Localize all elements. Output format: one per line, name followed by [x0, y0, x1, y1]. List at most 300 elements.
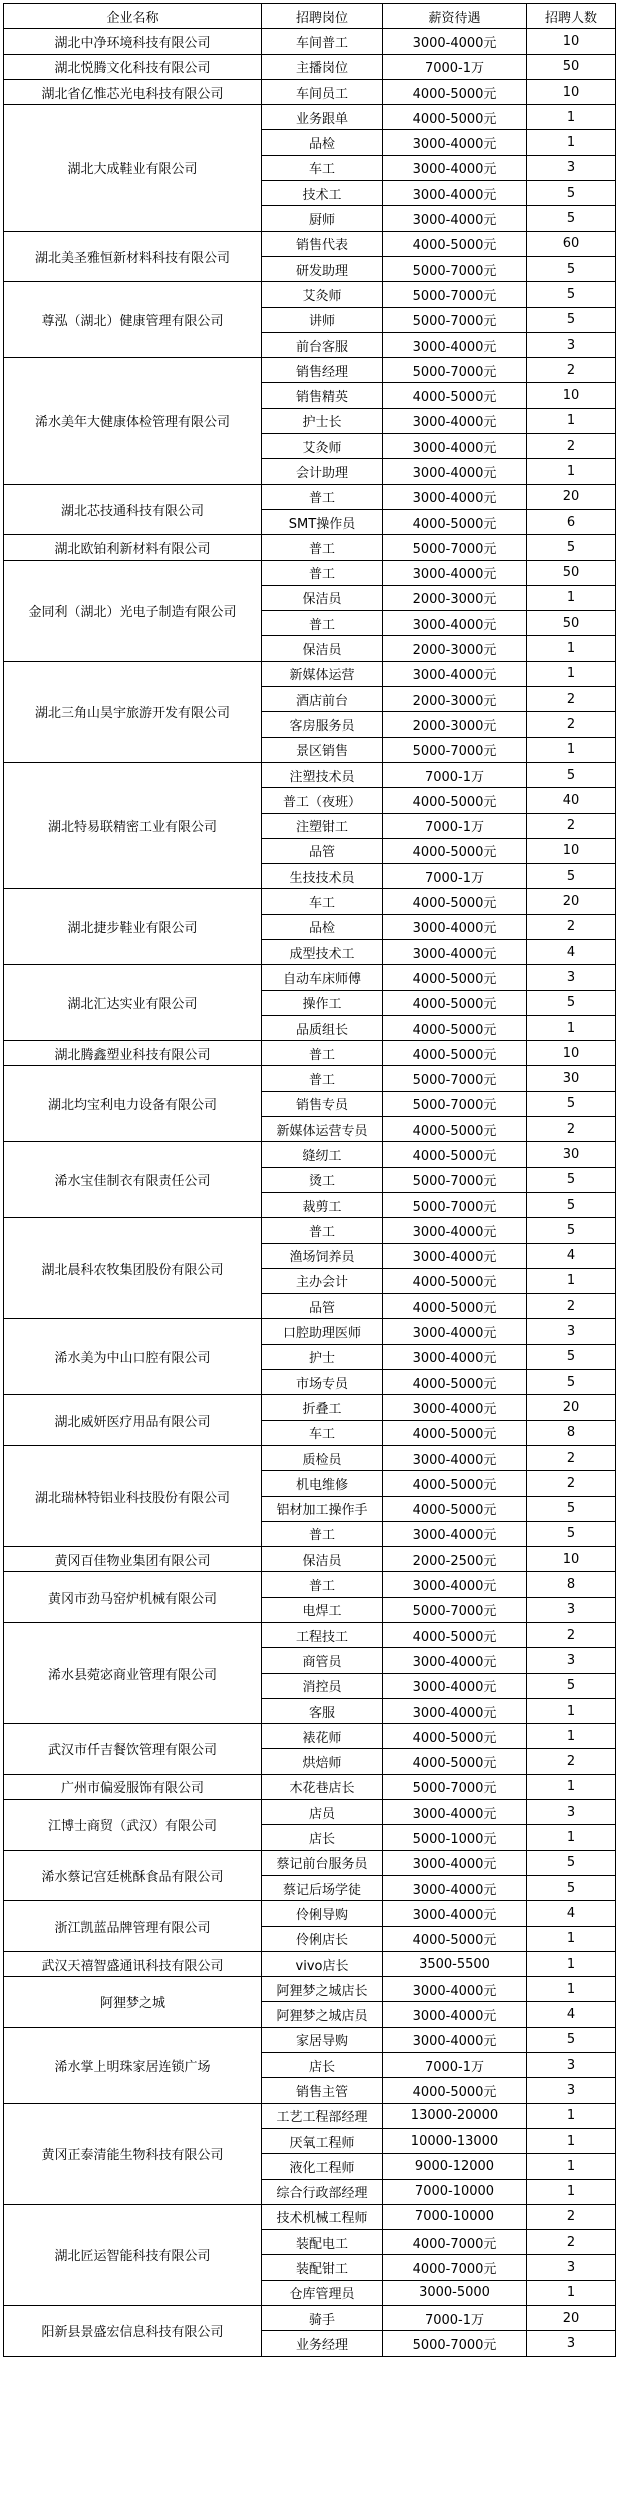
position-cell: 伶俐导购 [262, 1901, 383, 1926]
count-cell: 3 [527, 1800, 616, 1825]
count-cell: 10 [527, 1041, 616, 1066]
position-cell: 客房服务员 [262, 712, 383, 737]
company-name-cell: 黄冈市劲马窑炉机械有限公司 [4, 1572, 262, 1623]
position-cell: vivo店长 [262, 1951, 383, 1976]
count-cell: 2 [527, 1294, 616, 1319]
header-row [4, 4, 616, 29]
salary-cell: 4000-7000元 [383, 2255, 527, 2280]
count-cell: 5 [527, 206, 616, 231]
count-cell: 5 [527, 307, 616, 332]
position-cell: 销售经理 [262, 358, 383, 383]
table-row [4, 889, 616, 914]
count-cell: 5 [527, 1370, 616, 1395]
company-name-cell: 武汉市仟吉餐饮管理有限公司 [4, 1724, 262, 1775]
salary-cell: 3000-4000元 [383, 1875, 527, 1900]
count-cell: 5 [527, 762, 616, 787]
salary-cell: 3000-4000元 [383, 1977, 527, 2002]
salary-cell: 4000-5000元 [383, 788, 527, 813]
table-row [4, 1623, 616, 1648]
salary-cell: 3000-4000元 [383, 1243, 527, 1268]
salary-cell: 5000-7000元 [383, 1091, 527, 1116]
position-cell: 景区销售 [262, 737, 383, 762]
count-cell: 1 [527, 737, 616, 762]
position-cell: 消控员 [262, 1673, 383, 1698]
count-cell: 1 [527, 1015, 616, 1040]
position-cell: 店员 [262, 1800, 383, 1825]
count-cell: 3 [527, 965, 616, 990]
position-cell: 仓库管理员 [262, 2280, 383, 2305]
count-cell: 10 [527, 29, 616, 54]
table-row [4, 1951, 616, 1976]
position-cell: 客服 [262, 1698, 383, 1723]
count-cell: 1 [527, 1926, 616, 1951]
count-cell: 5 [527, 864, 616, 889]
count-cell: 6 [527, 509, 616, 534]
position-cell: 厨师 [262, 206, 383, 231]
salary-cell: 4000-5000元 [383, 1724, 527, 1749]
position-cell: 主播岗位 [262, 54, 383, 79]
count-cell: 2 [527, 1623, 616, 1648]
count-cell: 1 [527, 2128, 616, 2153]
table-row [4, 29, 616, 54]
salary-cell: 4000-5000元 [383, 1268, 527, 1293]
salary-cell: 5000-7000元 [383, 358, 527, 383]
position-cell: 普工（夜班） [262, 788, 383, 813]
position-cell: 会计助理 [262, 459, 383, 484]
table-row [4, 2306, 616, 2331]
salary-cell: 7000-1万 [383, 2306, 527, 2331]
salary-cell: 5000-7000元 [383, 535, 527, 560]
salary-cell: 3000-4000元 [383, 560, 527, 585]
salary-cell: 4000-5000元 [383, 990, 527, 1015]
position-cell: 车间普工 [262, 29, 383, 54]
salary-cell: 2000-3000元 [383, 712, 527, 737]
count-cell: 5 [527, 1192, 616, 1217]
position-cell: 自动车床师傅 [262, 965, 383, 990]
count-cell: 2 [527, 1117, 616, 1142]
count-cell: 4 [527, 2002, 616, 2027]
table-row [4, 1572, 616, 1597]
position-cell: 车工 [262, 889, 383, 914]
position-cell: 店长 [262, 1825, 383, 1850]
salary-cell: 4000-5000元 [383, 105, 527, 130]
position-cell: 折叠工 [262, 1395, 383, 1420]
position-cell: 骑手 [262, 2306, 383, 2331]
salary-cell: 3000-4000元 [383, 914, 527, 939]
table-row [4, 358, 616, 383]
count-cell: 1 [527, 2280, 616, 2305]
position-cell: 销售主管 [262, 2078, 383, 2103]
table-row [4, 1445, 616, 1470]
position-cell: 普工 [262, 611, 383, 636]
position-cell: 销售代表 [262, 231, 383, 256]
count-cell: 2 [527, 434, 616, 459]
count-cell: 1 [527, 1977, 616, 2002]
position-cell: 普工 [262, 1572, 383, 1597]
salary-cell: 4000-5000元 [383, 1623, 527, 1648]
position-cell: 护士 [262, 1344, 383, 1369]
position-cell: 店长 [262, 2053, 383, 2078]
salary-cell: 7000-1万 [383, 54, 527, 79]
count-cell: 20 [527, 2306, 616, 2331]
count-cell: 1 [527, 585, 616, 610]
position-cell: 车间员工 [262, 79, 383, 104]
table-row [4, 1977, 616, 2002]
company-name-cell: 浠水掌上明珠家居连锁广场 [4, 2027, 262, 2103]
company-name-cell: 浠水美为中山口腔有限公司 [4, 1319, 262, 1395]
position-cell: 家居导购 [262, 2027, 383, 2052]
table-row [4, 231, 616, 256]
count-cell: 5 [527, 1167, 616, 1192]
count-cell: 2 [527, 1749, 616, 1774]
position-cell: 普工 [262, 484, 383, 509]
salary-cell: 3000-4000元 [383, 611, 527, 636]
company-name-cell: 湖北汇达实业有限公司 [4, 965, 262, 1041]
position-cell: SMT操作员 [262, 509, 383, 534]
count-cell: 30 [527, 1066, 616, 1091]
company-name-cell: 湖北瑞林特铝业科技股份有限公司 [4, 1445, 262, 1546]
salary-cell: 5000-1000元 [383, 1825, 527, 1850]
table-row [4, 1066, 616, 1091]
count-cell: 5 [527, 1850, 616, 1875]
position-cell: 业务跟单 [262, 105, 383, 130]
count-cell: 1 [527, 459, 616, 484]
count-cell: 10 [527, 838, 616, 863]
count-cell: 1 [527, 1724, 616, 1749]
salary-cell: 2000-3000元 [383, 687, 527, 712]
salary-cell: 3000-4000元 [383, 939, 527, 964]
salary-cell: 4000-5000元 [383, 1015, 527, 1040]
count-cell: 3 [527, 2053, 616, 2078]
count-cell: 50 [527, 560, 616, 585]
position-cell: 新媒体运营专员 [262, 1117, 383, 1142]
table-row [4, 1724, 616, 1749]
salary-cell: 3000-4000元 [383, 130, 527, 155]
count-cell: 1 [527, 1268, 616, 1293]
salary-cell: 2000-3000元 [383, 585, 527, 610]
company-name-cell: 湖北省亿惟芯光电科技有限公司 [4, 79, 262, 104]
count-cell: 3 [527, 155, 616, 180]
company-name-cell: 江博士商贸（武汉）有限公司 [4, 1800, 262, 1851]
count-cell: 5 [527, 1091, 616, 1116]
position-cell: 注塑钳工 [262, 813, 383, 838]
company-name-cell: 武汉天禧智盛通讯科技有限公司 [4, 1951, 262, 1976]
table-row [4, 105, 616, 130]
count-cell: 1 [527, 1951, 616, 1976]
company-name-cell: 尊泓（湖北）健康管理有限公司 [4, 282, 262, 358]
table-row [4, 1800, 616, 1825]
count-cell: 3 [527, 1597, 616, 1622]
salary-cell: 3000-4000元 [383, 2027, 527, 2052]
salary-cell: 5000-7000元 [383, 1597, 527, 1622]
table-row [4, 1395, 616, 1420]
position-cell: 艾灸师 [262, 434, 383, 459]
salary-cell: 2000-3000元 [383, 636, 527, 661]
position-cell: 装配电工 [262, 2230, 383, 2255]
count-cell: 10 [527, 383, 616, 408]
count-cell: 40 [527, 788, 616, 813]
position-cell: 普工 [262, 535, 383, 560]
count-cell: 60 [527, 231, 616, 256]
table-row [4, 661, 616, 686]
count-cell: 2 [527, 2230, 616, 2255]
position-cell: 品检 [262, 130, 383, 155]
table-row [4, 79, 616, 104]
company-name-cell: 阳新县景盛宏信息科技有限公司 [4, 2306, 262, 2357]
count-cell: 20 [527, 889, 616, 914]
position-cell: 烫工 [262, 1167, 383, 1192]
position-cell: 口腔助理医师 [262, 1319, 383, 1344]
count-cell: 5 [527, 256, 616, 281]
salary-cell: 3000-4000元 [383, 1521, 527, 1546]
salary-cell: 3000-4000元 [383, 661, 527, 686]
table-row [4, 54, 616, 79]
company-name-cell: 浙江凯蓝品牌管理有限公司 [4, 1901, 262, 1952]
salary-cell: 3000-4000元 [383, 1395, 527, 1420]
count-cell: 50 [527, 54, 616, 79]
company-name-cell: 湖北三角山昊宇旅游开发有限公司 [4, 661, 262, 762]
position-cell: 注塑技术员 [262, 762, 383, 787]
position-cell: 保洁员 [262, 585, 383, 610]
salary-cell: 4000-5000元 [383, 838, 527, 863]
salary-cell: 3000-4000元 [383, 408, 527, 433]
salary-cell: 7000-1万 [383, 813, 527, 838]
company-name-cell: 湖北匠运智能科技有限公司 [4, 2204, 262, 2305]
salary-cell: 3000-4000元 [383, 1319, 527, 1344]
count-cell: 1 [527, 130, 616, 155]
salary-cell: 5000-7000元 [383, 1192, 527, 1217]
count-cell: 1 [527, 2154, 616, 2179]
company-name-cell: 浠水宝佳制衣有限责任公司 [4, 1142, 262, 1218]
table-row [4, 2204, 616, 2229]
position-cell: 艾灸师 [262, 282, 383, 307]
salary-cell: 4000-5000元 [383, 965, 527, 990]
count-cell: 1 [527, 2179, 616, 2204]
company-name-cell: 浠水县菀宓商业管理有限公司 [4, 1623, 262, 1724]
salary-cell: 5000-7000元 [383, 1774, 527, 1799]
company-name-cell: 湖北大成鞋业有限公司 [4, 105, 262, 231]
salary-cell: 4000-5000元 [383, 1117, 527, 1142]
position-cell: 市场专员 [262, 1370, 383, 1395]
table-row [4, 484, 616, 509]
salary-cell: 3000-4000元 [383, 1572, 527, 1597]
salary-cell: 3000-4000元 [383, 332, 527, 357]
count-cell: 2 [527, 358, 616, 383]
position-cell: 工程技工 [262, 1623, 383, 1648]
position-cell: 木花巷店长 [262, 1774, 383, 1799]
count-cell: 3 [527, 2255, 616, 2280]
position-cell: 销售专员 [262, 1091, 383, 1116]
company-name-cell: 阿狸梦之城 [4, 1977, 262, 2028]
position-cell: 销售精英 [262, 383, 383, 408]
count-cell: 8 [527, 1572, 616, 1597]
position-cell: 缝纫工 [262, 1142, 383, 1167]
position-cell: 研发助理 [262, 256, 383, 281]
company-name-cell: 金同利（湖北）光电子制造有限公司 [4, 560, 262, 661]
company-name-cell: 湖北美圣雅恒新材料科技有限公司 [4, 231, 262, 282]
position-cell: 技术机械工程师 [262, 2204, 383, 2229]
table-row [4, 1041, 616, 1066]
position-cell: 主办会计 [262, 1268, 383, 1293]
count-cell: 3 [527, 2078, 616, 2103]
company-name-cell: 湖北均宝利电力设备有限公司 [4, 1066, 262, 1142]
salary-cell: 5000-7000元 [383, 256, 527, 281]
position-cell: 阿狸梦之城店员 [262, 2002, 383, 2027]
salary-cell: 3000-4000元 [383, 1344, 527, 1369]
position-cell: 讲师 [262, 307, 383, 332]
count-cell: 10 [527, 79, 616, 104]
position-cell: 护士长 [262, 408, 383, 433]
count-cell: 3 [527, 2331, 616, 2356]
position-cell: 品检 [262, 914, 383, 939]
salary-cell: 3000-5000 [383, 2280, 527, 2305]
salary-cell: 3000-4000元 [383, 1850, 527, 1875]
position-cell: 机电维修 [262, 1471, 383, 1496]
count-cell: 1 [527, 661, 616, 686]
count-cell: 1 [527, 636, 616, 661]
count-cell: 3 [527, 1648, 616, 1673]
company-name-cell: 浠水美年大健康体检管理有限公司 [4, 358, 262, 484]
position-cell: 新媒体运营 [262, 661, 383, 686]
salary-cell: 7000-1万 [383, 2053, 527, 2078]
count-cell: 2 [527, 1445, 616, 1470]
salary-cell: 4000-5000元 [383, 1294, 527, 1319]
salary-cell: 13000-20000 [383, 2103, 527, 2128]
count-cell: 20 [527, 484, 616, 509]
count-cell: 5 [527, 990, 616, 1015]
header-position: 招聘岗位 [262, 4, 383, 29]
count-cell: 5 [527, 1496, 616, 1521]
salary-cell: 4000-5000元 [383, 1041, 527, 1066]
table-row [4, 1319, 616, 1344]
position-cell: 普工 [262, 1041, 383, 1066]
salary-cell: 5000-7000元 [383, 2331, 527, 2356]
salary-cell: 4000-7000元 [383, 2230, 527, 2255]
salary-cell: 3000-4000元 [383, 1800, 527, 1825]
salary-cell: 10000-13000 [383, 2128, 527, 2153]
count-cell: 1 [527, 2103, 616, 2128]
header-salary: 薪资待遇 [383, 4, 527, 29]
count-cell: 5 [527, 1673, 616, 1698]
count-cell: 5 [527, 1521, 616, 1546]
salary-cell: 5000-7000元 [383, 1066, 527, 1091]
table-row [4, 1547, 616, 1572]
salary-cell: 4000-5000元 [383, 509, 527, 534]
table-row [4, 535, 616, 560]
salary-cell: 3000-4000元 [383, 2002, 527, 2027]
table-body [4, 29, 616, 2356]
count-cell: 3 [527, 1319, 616, 1344]
position-cell: 电焊工 [262, 1597, 383, 1622]
salary-cell: 4000-5000元 [383, 231, 527, 256]
salary-cell: 3000-4000元 [383, 1218, 527, 1243]
salary-cell: 3000-4000元 [383, 1648, 527, 1673]
position-cell: 普工 [262, 1218, 383, 1243]
position-cell: 保洁员 [262, 636, 383, 661]
salary-cell: 3000-4000元 [383, 1673, 527, 1698]
count-cell: 4 [527, 1243, 616, 1268]
company-name-cell: 湖北特易联精密工业有限公司 [4, 762, 262, 888]
count-cell: 1 [527, 408, 616, 433]
salary-cell: 5000-7000元 [383, 737, 527, 762]
count-cell: 1 [527, 1825, 616, 1850]
count-cell: 5 [527, 282, 616, 307]
company-name-cell: 黄冈百佳物业集团有限公司 [4, 1547, 262, 1572]
salary-cell: 4000-5000元 [383, 1926, 527, 1951]
count-cell: 4 [527, 1901, 616, 1926]
position-cell: 车工 [262, 1420, 383, 1445]
company-name-cell: 湖北芯技通科技有限公司 [4, 484, 262, 535]
table-row [4, 1774, 616, 1799]
count-cell: 2 [527, 712, 616, 737]
salary-cell: 5000-7000元 [383, 1167, 527, 1192]
position-cell: 蔡记前台服务员 [262, 1850, 383, 1875]
count-cell: 50 [527, 611, 616, 636]
count-cell: 5 [527, 181, 616, 206]
position-cell: 综合行政部经理 [262, 2179, 383, 2204]
company-name-cell: 黄冈正泰清能生物科技有限公司 [4, 2103, 262, 2204]
salary-cell: 3500-5500 [383, 1951, 527, 1976]
recruitment-table [3, 3, 616, 2357]
salary-cell: 5000-7000元 [383, 282, 527, 307]
salary-cell: 3000-4000元 [383, 29, 527, 54]
salary-cell: 3000-4000元 [383, 1901, 527, 1926]
count-cell: 1 [527, 105, 616, 130]
position-cell: 酒店前台 [262, 687, 383, 712]
salary-cell: 7000-1万 [383, 864, 527, 889]
position-cell: 工艺工程部经理 [262, 2103, 383, 2128]
position-cell: 伶俐店长 [262, 1926, 383, 1951]
salary-cell: 3000-4000元 [383, 484, 527, 509]
position-cell: 品管 [262, 1294, 383, 1319]
salary-cell: 3000-4000元 [383, 155, 527, 180]
count-cell: 5 [527, 1875, 616, 1900]
position-cell: 阿狸梦之城店长 [262, 1977, 383, 2002]
position-cell: 厌氧工程师 [262, 2128, 383, 2153]
position-cell: 操作工 [262, 990, 383, 1015]
company-name-cell: 浠水蔡记宫廷桃酥食品有限公司 [4, 1850, 262, 1901]
salary-cell: 4000-5000元 [383, 1471, 527, 1496]
table-row [4, 1901, 616, 1926]
table-row [4, 1142, 616, 1167]
header-company: 企业名称 [4, 4, 262, 29]
company-name-cell: 湖北腾鑫塑业科技有限公司 [4, 1041, 262, 1066]
company-name-cell: 湖北晨科农牧集团股份有限公司 [4, 1218, 262, 1319]
position-cell: 渔场饲养员 [262, 1243, 383, 1268]
salary-cell: 4000-5000元 [383, 1142, 527, 1167]
table-row [4, 1850, 616, 1875]
count-cell: 3 [527, 332, 616, 357]
count-cell: 2 [527, 1471, 616, 1496]
count-cell: 2 [527, 813, 616, 838]
count-cell: 5 [527, 1218, 616, 1243]
count-cell: 5 [527, 535, 616, 560]
salary-cell: 4000-5000元 [383, 1496, 527, 1521]
count-cell: 5 [527, 2027, 616, 2052]
salary-cell: 2000-2500元 [383, 1547, 527, 1572]
company-name-cell: 广州市偏爱服饰有限公司 [4, 1774, 262, 1799]
company-name-cell: 湖北中净环境科技有限公司 [4, 29, 262, 54]
count-cell: 5 [527, 1344, 616, 1369]
salary-cell: 3000-4000元 [383, 459, 527, 484]
count-cell: 20 [527, 1395, 616, 1420]
table-row [4, 2103, 616, 2128]
position-cell: 普工 [262, 560, 383, 585]
salary-cell: 4000-5000元 [383, 2078, 527, 2103]
company-name-cell: 湖北捷步鞋业有限公司 [4, 889, 262, 965]
salary-cell: 9000-12000 [383, 2154, 527, 2179]
position-cell: 质检员 [262, 1445, 383, 1470]
